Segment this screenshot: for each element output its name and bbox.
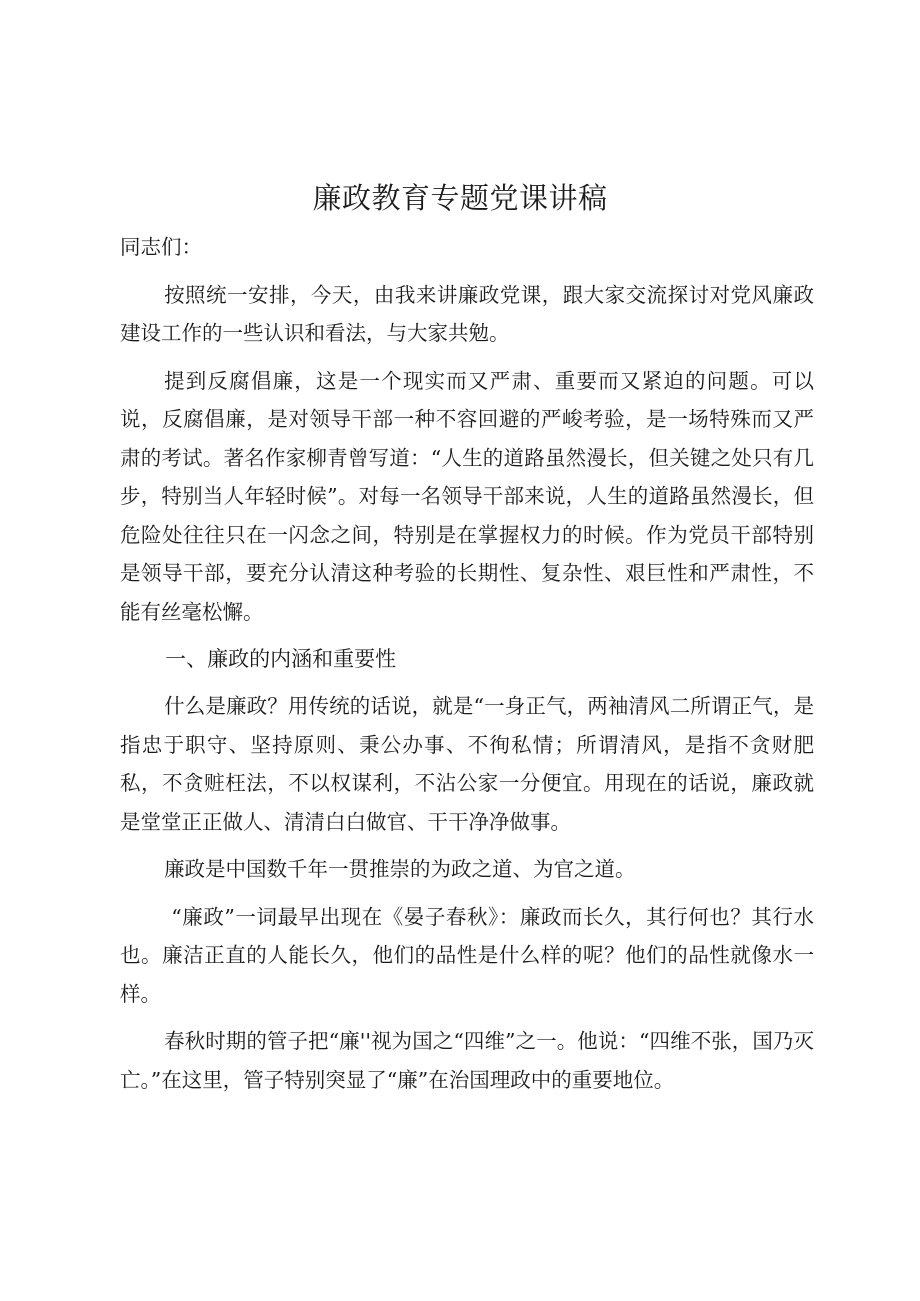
paragraph-section-3: “廉政”一词最早出现在《晏子春秋》：廉政而长久，其行何也？其行水也。廉洁正直的人能长久，他们的品性是什么样的呢？他们的品性就像水一样。: [120, 904, 814, 1006]
paragraph-intro-2: 提到反腐倡廉，这是一个现实而又严肃、重要而又紧迫的问题。可以说，反腐倡廉，是对领导干部一种不容回避的严峻考验，是一场特殊而又严肃的考试。著名作家柳青曾写道：“人生的道路虽然漫长，但关键之处只有几步，特别当人年轻时候”。对每一名领导干部来说，人生的道路虽然漫长，但危险处往往只在一闪念之间，特别是在掌握权力的时候。作为党员干部特别是领导干部，要充分认清这种考验的长期性、复杂性、艰巨性和严肃性，不能有丝毫松懈。: [120, 368, 814, 624]
paragraph-section-2: 廉政是中国数千年一贯推崇的为政之道、为官之道。: [164, 857, 636, 881]
document-body: [120, 228, 814, 1108]
paragraph-section-4: 春秋时期的管子把“廉''视为国之“四维”之一。他说：“四维不张，国乃灭亡。”在这里，管子特别突显了“廉”在治国理政中的重要地位。: [120, 1029, 814, 1092]
section-heading: 一、廉政的内涵和重要性: [165, 647, 397, 671]
document-title: 廉政教育专题党课讲稿: [312, 181, 608, 215]
salutation: 同志们：: [120, 235, 202, 259]
paragraph-section-1: 什么是廉政？用传统的话说，就是“一身正气，两袖清风二所谓正气，是指忠于职守、坚持原则、秉公办事、不徇私情；所谓清风，是指不贪财肥私，不贪赃枉法，不以权谋利，不沾公家一分便宜。用现在的话说，廉政就是堂堂正正做人、清清白白做官、干干净净做事。: [120, 694, 814, 834]
paragraph-intro-1: 按照统一安排，今天，由我来讲廉政党课，跟大家交流探讨对党风廉政建设工作的一些认识和看法，与大家共勉。: [120, 282, 814, 345]
